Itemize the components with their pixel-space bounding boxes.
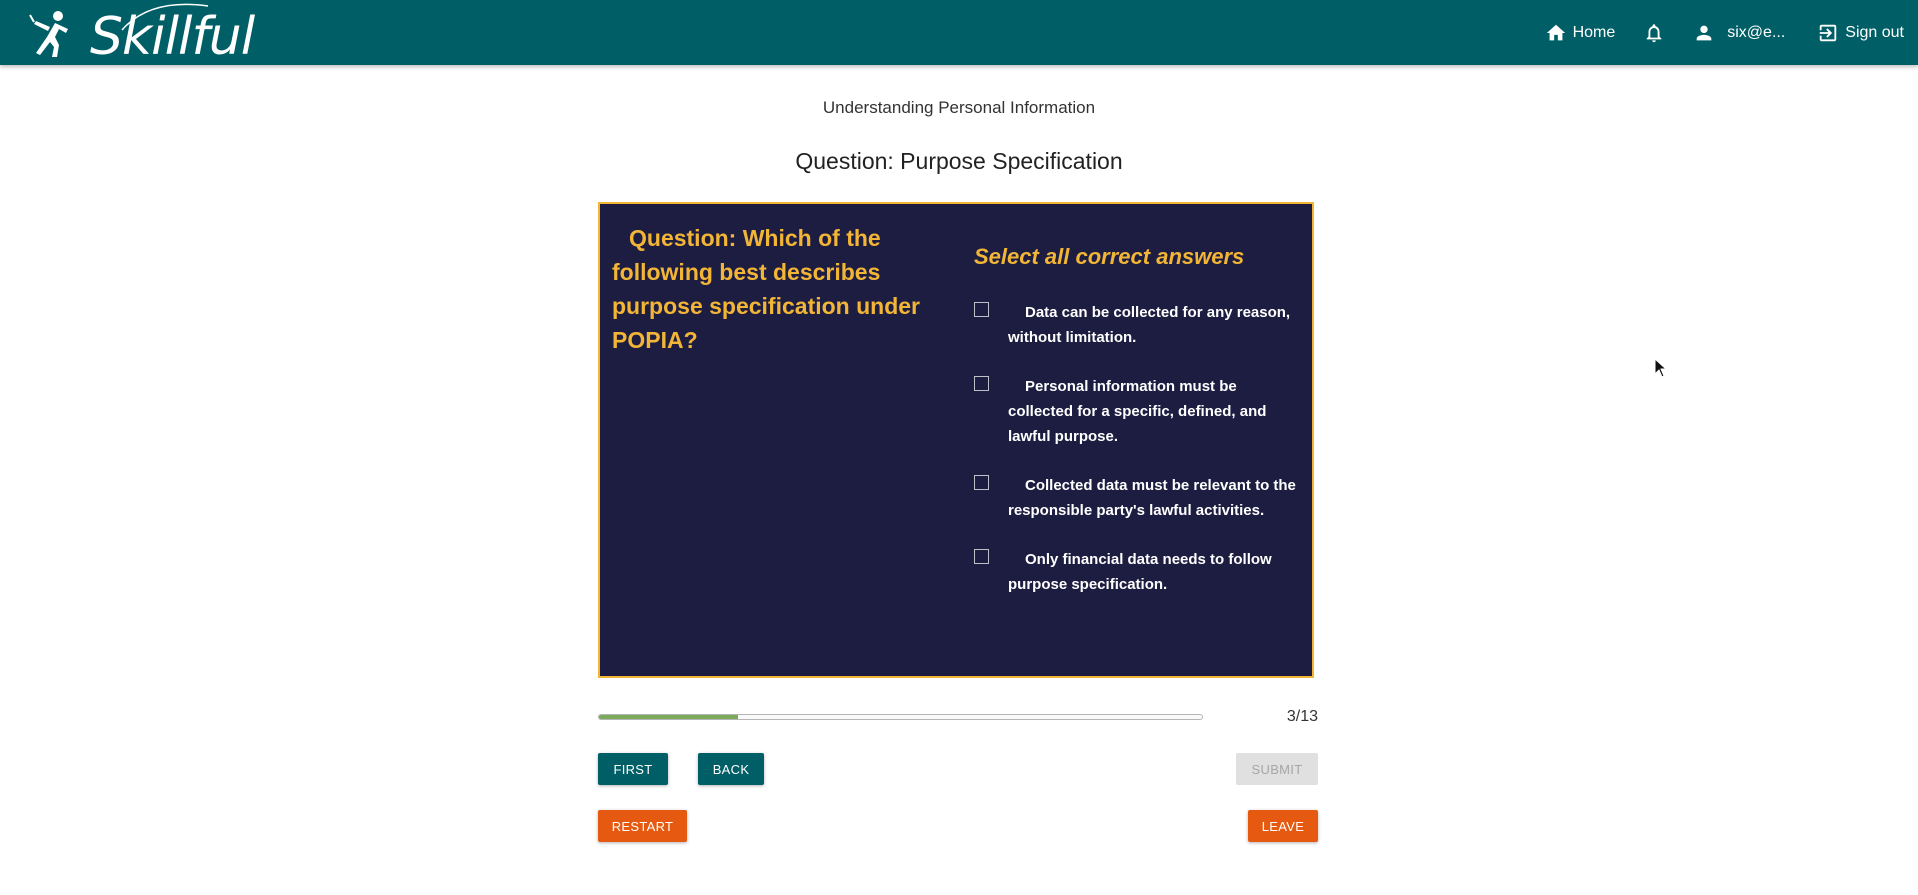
quiz-progress-count: 3/13	[1286, 708, 1318, 725]
home-icon	[1545, 22, 1567, 44]
leave-button[interactable]: LEAVE	[1248, 810, 1318, 842]
answer-option[interactable]	[974, 547, 1304, 597]
answer-checkbox[interactable]	[974, 549, 989, 564]
answer-label[interactable]: Data can be collected for any reason, without limitation.	[1008, 304, 1291, 346]
sign-out-link[interactable]	[1817, 22, 1904, 44]
user-account-menu[interactable]	[1693, 22, 1785, 44]
top-navbar	[0, 0, 1918, 65]
answer-label[interactable]: Only financial data needs to follow purpose specification.	[1008, 551, 1272, 593]
answer-options	[974, 300, 1304, 621]
question-heading: Question: Purpose Specification	[795, 148, 1123, 174]
submit-button[interactable]: SUBMIT	[1236, 753, 1318, 785]
person-icon	[1693, 22, 1715, 44]
answer-checkbox[interactable]	[974, 376, 989, 391]
sign-out-label: Sign out	[1845, 23, 1904, 41]
header-nav	[1545, 0, 1918, 65]
quiz-progress-fill	[599, 715, 738, 719]
answer-option[interactable]	[974, 473, 1304, 523]
nav-home-label: Home	[1572, 23, 1616, 41]
logout-icon	[1817, 22, 1839, 44]
notifications-button[interactable]	[1643, 22, 1665, 44]
question-card	[598, 202, 1314, 678]
nav-home-link[interactable]	[1545, 22, 1616, 44]
answer-instruction: Select all correct answers	[974, 244, 1245, 269]
answer-checkbox[interactable]	[974, 475, 989, 490]
restart-button[interactable]: RESTART	[598, 810, 687, 842]
quiz-progress-bar	[598, 714, 1203, 720]
golfer-logo-icon	[28, 7, 76, 59]
logo-text: Skillful	[90, 6, 255, 67]
answer-label[interactable]: Personal information must be collected for a specific, defined, and lawful purpose.	[1008, 378, 1267, 445]
answer-option[interactable]	[974, 300, 1304, 350]
answer-option[interactable]	[974, 374, 1304, 449]
back-button[interactable]: BACK	[698, 753, 764, 785]
module-title: Understanding Personal Information	[822, 98, 1096, 117]
answer-checkbox[interactable]	[974, 302, 989, 317]
first-question-button[interactable]: FIRST	[598, 753, 668, 785]
answer-label[interactable]: Collected data must be relevant to the responsible party's lawful activities.	[1008, 477, 1296, 519]
user-email: six@e...	[1727, 23, 1786, 41]
skillful-logo[interactable]	[28, 0, 254, 65]
mouse-cursor-icon	[1654, 358, 1668, 378]
question-text: Question: Which of the following best describes purpose specification under POPIA?	[612, 225, 920, 353]
bell-icon	[1643, 22, 1665, 44]
